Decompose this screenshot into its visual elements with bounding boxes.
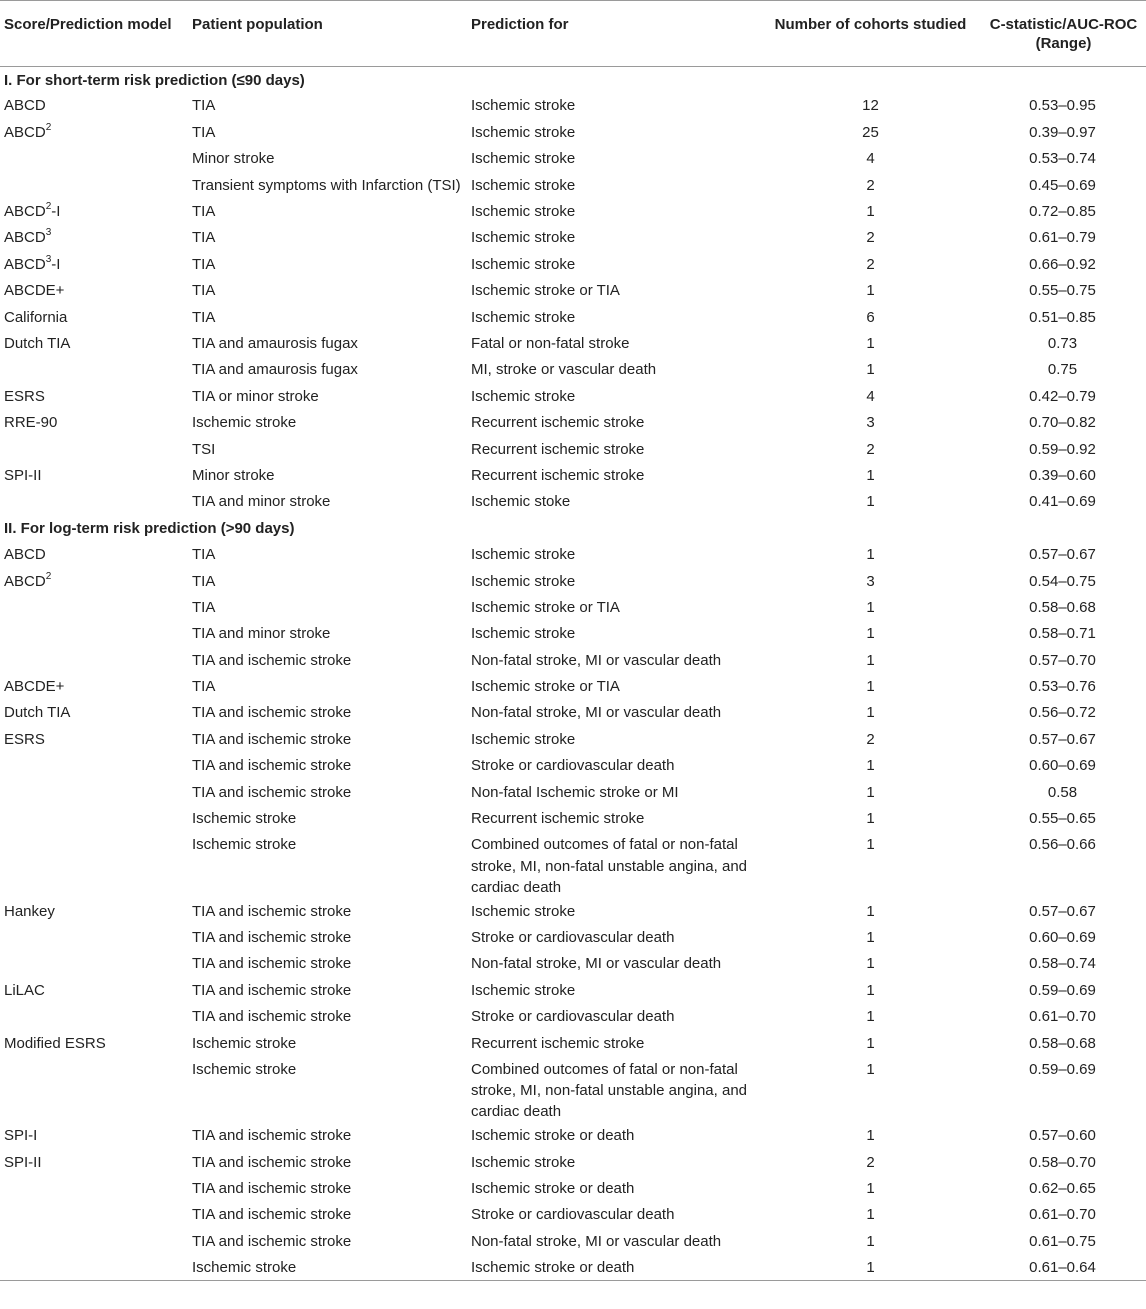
cell-cohorts: 1 bbox=[762, 1255, 979, 1281]
table-row bbox=[0, 1123, 1146, 1149]
cell-prediction: Non-fatal Ischemic stroke or MI bbox=[471, 783, 679, 801]
cell-auc: 0.57–0.67 bbox=[1029, 730, 1096, 748]
table-row bbox=[0, 700, 1146, 726]
cell-auc: 0.58–0.74 bbox=[1029, 955, 1096, 973]
cell-auc: 0.53–0.95 bbox=[1029, 97, 1096, 115]
cell-model bbox=[0, 119, 188, 145]
table-row bbox=[0, 568, 1146, 594]
table-row bbox=[0, 410, 1146, 436]
cell-cohorts: 1 bbox=[866, 757, 875, 775]
model-name: ABCD bbox=[4, 123, 46, 141]
cell-cohorts: 25 bbox=[862, 123, 879, 141]
cell-prediction: Ischemic stroke bbox=[471, 203, 576, 221]
cell-population: TIA bbox=[192, 203, 216, 221]
model-name: Dutch TIA bbox=[4, 704, 71, 722]
cell-model bbox=[0, 330, 188, 356]
cell-cohorts: 2 bbox=[866, 730, 875, 748]
table-row bbox=[0, 977, 1146, 1003]
cell-model bbox=[0, 726, 188, 752]
model-suffix: -I bbox=[51, 203, 61, 221]
cell-model bbox=[0, 489, 188, 515]
cell-prediction: Combined outcomes of fatal or non-fatal stroke, MI, non-fatal unstable angina, and cardiac death bbox=[471, 1060, 748, 1121]
cell-population: TIA and amaurosis fugax bbox=[192, 361, 358, 379]
cell-population: TIA and ischemic stroke bbox=[192, 1179, 352, 1197]
table-row bbox=[0, 146, 1146, 172]
cell-model bbox=[0, 1202, 188, 1228]
cell-auc: 0.54–0.75 bbox=[1029, 572, 1096, 590]
cell-prediction: Ischemic stroke bbox=[471, 176, 576, 194]
cell-cohorts: 1 bbox=[866, 1034, 875, 1052]
cell-model bbox=[0, 278, 188, 304]
cell-prediction: Non-fatal stroke, MI or vascular death bbox=[471, 651, 722, 669]
cell-population: Ischemic stroke bbox=[192, 414, 297, 432]
header-cstatistic-line1: C-statistic/AUC-ROC bbox=[989, 16, 1138, 33]
table-row bbox=[0, 489, 1146, 515]
cell-model bbox=[0, 462, 188, 488]
table-row bbox=[0, 119, 1146, 145]
cell-auc: 0.61–0.64 bbox=[979, 1255, 1146, 1281]
cell-prediction: Stroke or cardiovascular death bbox=[471, 757, 675, 775]
cell-cohorts: 1 bbox=[866, 625, 875, 643]
table-row bbox=[0, 647, 1146, 673]
cell-population: TIA and ischemic stroke bbox=[192, 1127, 352, 1145]
cell-model bbox=[0, 779, 188, 805]
cell-population: TIA and ischemic stroke bbox=[192, 981, 352, 999]
cell-auc: 0.60–0.69 bbox=[1029, 929, 1096, 947]
table-row bbox=[0, 278, 1146, 304]
cell-model bbox=[0, 898, 188, 924]
cell-auc: 0.56–0.66 bbox=[1029, 836, 1096, 854]
table-body bbox=[0, 67, 1146, 1281]
cell-model bbox=[0, 146, 188, 172]
cell-prediction: MI, stroke or vascular death bbox=[471, 361, 657, 379]
cell-model bbox=[0, 93, 188, 119]
cell-prediction: Ischemic stroke bbox=[471, 308, 576, 326]
table-row bbox=[0, 1202, 1146, 1228]
cell-model bbox=[0, 225, 188, 251]
cell-cohorts: 2 bbox=[866, 1153, 875, 1171]
cell-population: TIA and ischemic stroke bbox=[192, 929, 352, 947]
model-superscript: 3 bbox=[45, 227, 52, 239]
cell-model bbox=[0, 977, 188, 1003]
cell-cohorts: 1 bbox=[866, 836, 875, 854]
cell-model bbox=[0, 1123, 188, 1149]
cell-auc: 0.75 bbox=[1047, 361, 1078, 379]
table-row bbox=[0, 198, 1146, 224]
model-name: ABCDE+ bbox=[4, 678, 65, 696]
cell-model bbox=[0, 673, 188, 699]
table-row bbox=[0, 1149, 1146, 1175]
cell-prediction: Non-fatal stroke, MI or vascular death bbox=[471, 1232, 722, 1250]
cell-model bbox=[0, 542, 188, 568]
model-name: ABCDE+ bbox=[4, 282, 65, 300]
cell-model bbox=[0, 357, 188, 383]
cell-prediction: Ischemic stroke bbox=[471, 625, 576, 643]
model-name: ABCD bbox=[4, 255, 46, 273]
cell-prediction: Ischemic stroke or death bbox=[471, 1127, 635, 1145]
model-name: ABCD bbox=[4, 203, 46, 221]
cell-population: TIA and ischemic stroke bbox=[192, 1206, 352, 1224]
cell-model bbox=[0, 647, 188, 673]
model-superscript: 2 bbox=[45, 201, 52, 213]
cell-cohorts: 2 bbox=[866, 176, 875, 194]
cell-cohorts: 1 bbox=[866, 1232, 875, 1250]
cell-auc: 0.57–0.70 bbox=[1029, 651, 1096, 669]
cell-population: TIA and ischemic stroke bbox=[192, 955, 352, 973]
cell-auc: 0.58–0.68 bbox=[1029, 598, 1096, 616]
cell-prediction: Ischemic stroke or TIA bbox=[471, 282, 620, 300]
model-name: LiLAC bbox=[4, 981, 45, 999]
model-name: ABCD bbox=[4, 97, 46, 115]
section-title: I. For short-term risk prediction (≤90 days) bbox=[4, 71, 305, 89]
cell-population: TIA bbox=[192, 123, 216, 141]
cell-prediction: Ischemic stroke bbox=[471, 123, 576, 141]
cell-population: Ischemic stroke bbox=[192, 836, 297, 854]
table-row bbox=[0, 924, 1146, 950]
cell-prediction: Stroke or cardiovascular death bbox=[471, 929, 675, 947]
model-name: Dutch TIA bbox=[4, 335, 71, 352]
model-name: ESRS bbox=[4, 387, 45, 405]
cell-auc: 0.53–0.74 bbox=[1029, 150, 1096, 168]
cell-population: Ischemic stroke bbox=[188, 1255, 467, 1281]
cell-prediction: Recurrent ischemic stroke bbox=[471, 1034, 645, 1052]
cell-prediction: Ischemic stroke bbox=[471, 150, 576, 168]
cell-model bbox=[0, 172, 188, 198]
model-name: Hankey bbox=[4, 902, 55, 920]
table-row bbox=[0, 1056, 1146, 1122]
cell-cohorts: 1 bbox=[866, 282, 875, 300]
cell-cohorts: 1 bbox=[866, 546, 875, 564]
cell-auc: 0.73 bbox=[1047, 335, 1078, 352]
cell-auc: 0.53–0.76 bbox=[1029, 678, 1096, 696]
cell-population: TIA bbox=[192, 308, 216, 326]
cell-auc: 0.42–0.79 bbox=[1029, 387, 1096, 405]
table-row bbox=[0, 383, 1146, 409]
cell-cohorts: 1 bbox=[866, 1127, 875, 1145]
cell-prediction: Ischemic stroke bbox=[471, 730, 576, 748]
cell-population: TIA bbox=[192, 678, 216, 696]
cell-cohorts: 2 bbox=[866, 255, 875, 273]
cell-cohorts: 1 bbox=[866, 361, 875, 379]
cell-prediction: Recurrent ischemic stroke bbox=[471, 414, 645, 432]
cell-model bbox=[0, 594, 188, 620]
cell-model bbox=[0, 1175, 188, 1201]
table-row bbox=[0, 436, 1146, 462]
cell-population: Minor stroke bbox=[192, 150, 275, 168]
header-cstatistic bbox=[979, 1, 1146, 67]
cell-cohorts: 4 bbox=[866, 150, 875, 168]
cell-population: TIA bbox=[192, 546, 216, 564]
cell-population: TIA and ischemic stroke bbox=[192, 1153, 352, 1171]
cell-cohorts: 1 bbox=[866, 203, 875, 221]
cell-auc: 0.58–0.70 bbox=[1029, 1153, 1096, 1171]
cell-model bbox=[0, 410, 188, 436]
cell-auc: 0.45–0.69 bbox=[1029, 176, 1096, 194]
table-row bbox=[0, 357, 1146, 383]
cell-auc: 0.59–0.92 bbox=[1029, 440, 1096, 458]
table-row bbox=[0, 330, 1146, 356]
table-row bbox=[0, 594, 1146, 620]
cell-auc: 0.62–0.65 bbox=[1029, 1179, 1096, 1197]
cell-prediction: Ischemic stroke bbox=[471, 1153, 576, 1171]
table-row bbox=[0, 225, 1146, 251]
cell-population: TIA and ischemic stroke bbox=[192, 757, 352, 775]
cell-prediction: Ischemic stroke or death bbox=[467, 1255, 762, 1281]
cell-model bbox=[0, 832, 188, 898]
table-row bbox=[0, 621, 1146, 647]
cell-auc: 0.70–0.82 bbox=[1029, 414, 1096, 432]
model-name: ABCD bbox=[4, 572, 46, 590]
cell-cohorts: 4 bbox=[866, 387, 875, 405]
table-row bbox=[0, 172, 1146, 198]
cell-cohorts: 1 bbox=[866, 704, 875, 722]
model-name: Modified ESRS bbox=[4, 1034, 106, 1052]
header-row bbox=[0, 1, 1146, 67]
cell-population: Ischemic stroke bbox=[192, 810, 297, 828]
header-prediction: Prediction for bbox=[467, 1, 762, 67]
cell-auc: 0.61–0.70 bbox=[1029, 1008, 1096, 1026]
table-row bbox=[0, 779, 1146, 805]
cell-prediction: Recurrent ischemic stroke bbox=[471, 440, 645, 458]
cell-prediction: Fatal or non-fatal stroke bbox=[471, 335, 630, 352]
cell-prediction: Ischemic stoke bbox=[471, 493, 571, 511]
cell-prediction: Ischemic stroke bbox=[471, 387, 576, 405]
cell-auc: 0.57–0.67 bbox=[1029, 546, 1096, 564]
cell-cohorts: 1 bbox=[866, 955, 875, 973]
cell-auc: 0.41–0.69 bbox=[1029, 493, 1096, 511]
cell-population: TIA bbox=[192, 598, 216, 616]
table-row bbox=[0, 304, 1146, 330]
cell-prediction: Ischemic stroke bbox=[471, 255, 576, 273]
cell-auc: 0.56–0.72 bbox=[1029, 704, 1096, 722]
cell-population: Minor stroke bbox=[192, 466, 275, 484]
cell-cohorts: 1 bbox=[866, 929, 875, 947]
model-name: SPI-II bbox=[4, 1153, 42, 1171]
header-population: Patient population bbox=[188, 1, 467, 67]
cell-model bbox=[0, 251, 188, 277]
header-model: Score/Prediction model bbox=[0, 1, 188, 67]
cell-cohorts: 12 bbox=[862, 97, 879, 115]
model-superscript: 3 bbox=[45, 253, 52, 265]
cell-cohorts: 2 bbox=[866, 440, 875, 458]
cell-auc: 0.57–0.67 bbox=[1029, 902, 1096, 920]
cell-population: Transient symptoms with Infarction (TSI) bbox=[192, 176, 461, 194]
table-row bbox=[0, 1004, 1146, 1030]
cell-cohorts: 1 bbox=[866, 335, 875, 352]
cell-auc: 0.66–0.92 bbox=[1029, 255, 1096, 273]
cell-model bbox=[0, 1056, 188, 1122]
header-cstatistic-line2: (Range) bbox=[1035, 35, 1092, 52]
cell-prediction: Non-fatal stroke, MI or vascular death bbox=[471, 955, 722, 973]
cell-cohorts: 1 bbox=[866, 651, 875, 669]
cell-auc: 0.55–0.65 bbox=[1029, 810, 1096, 828]
cell-model bbox=[0, 568, 188, 594]
cell-prediction: Ischemic stroke bbox=[471, 97, 576, 115]
model-suffix: -I bbox=[51, 255, 61, 273]
cell-population: TIA bbox=[192, 255, 216, 273]
cell-population: TIA and ischemic stroke bbox=[192, 1008, 352, 1026]
cell-population: TSI bbox=[192, 440, 216, 458]
cell-cohorts: 1 bbox=[866, 810, 875, 828]
cell-auc: 0.51–0.85 bbox=[1029, 308, 1096, 326]
cell-cohorts: 3 bbox=[866, 414, 875, 432]
cell-model bbox=[0, 383, 188, 409]
cell-auc: 0.58–0.71 bbox=[1029, 625, 1096, 643]
table-row bbox=[0, 462, 1146, 488]
cell-cohorts: 1 bbox=[866, 981, 875, 999]
cell-population: TIA and minor stroke bbox=[192, 625, 331, 643]
cell-cohorts: 1 bbox=[866, 1060, 875, 1078]
cell-cohorts: 1 bbox=[866, 783, 875, 801]
cell-prediction: Ischemic stroke bbox=[471, 546, 576, 564]
table-row bbox=[0, 898, 1146, 924]
cell-auc: 0.55–0.75 bbox=[1029, 282, 1096, 300]
header-cohorts: Number of cohorts studied bbox=[762, 1, 979, 67]
cell-population: TIA bbox=[192, 572, 216, 590]
table-header bbox=[0, 1, 1146, 67]
model-name: SPI-II bbox=[4, 466, 42, 484]
model-name: SPI-I bbox=[4, 1127, 38, 1145]
table-row bbox=[0, 1030, 1146, 1056]
cell-population: TIA bbox=[192, 229, 216, 247]
cell-model bbox=[0, 198, 188, 224]
table-row bbox=[0, 251, 1146, 277]
cell-model bbox=[0, 924, 188, 950]
cell-auc: 0.61–0.79 bbox=[1029, 229, 1096, 247]
table-row bbox=[0, 726, 1146, 752]
model-name: RRE-90 bbox=[4, 414, 58, 432]
cell-auc: 0.61–0.70 bbox=[1029, 1206, 1096, 1224]
table-row bbox=[0, 673, 1146, 699]
cell-auc: 0.57–0.60 bbox=[1029, 1127, 1096, 1145]
cell-model bbox=[0, 436, 188, 462]
cell-prediction: Non-fatal stroke, MI or vascular death bbox=[471, 704, 722, 722]
cell-model bbox=[0, 1255, 188, 1281]
cell-cohorts: 1 bbox=[866, 466, 875, 484]
table-row bbox=[0, 93, 1146, 119]
cell-population: TIA bbox=[192, 97, 216, 115]
cell-auc: 0.39–0.97 bbox=[1029, 123, 1096, 141]
table-row bbox=[0, 832, 1146, 898]
cell-cohorts: 2 bbox=[866, 229, 875, 247]
table-row bbox=[0, 1228, 1146, 1254]
cell-prediction: Ischemic stroke or death bbox=[471, 1179, 635, 1197]
cell-prediction: Ischemic stroke or TIA bbox=[471, 598, 620, 616]
cell-prediction: Ischemic stroke bbox=[471, 902, 576, 920]
cell-model bbox=[0, 753, 188, 779]
cell-model bbox=[0, 1030, 188, 1056]
cell-auc: 0.60–0.69 bbox=[1029, 757, 1096, 775]
cell-model bbox=[0, 1149, 188, 1175]
cell-prediction: Stroke or cardiovascular death bbox=[471, 1008, 675, 1026]
section-title: II. For log-term risk prediction (>90 days) bbox=[4, 519, 295, 537]
cell-auc: 0.59–0.69 bbox=[1029, 1060, 1096, 1078]
cell-auc: 0.39–0.60 bbox=[1029, 466, 1096, 484]
cell-auc: 0.61–0.75 bbox=[1029, 1232, 1096, 1250]
cell-prediction: Stroke or cardiovascular death bbox=[471, 1206, 675, 1224]
cell-cohorts: 1 bbox=[866, 1206, 875, 1224]
cell-cohorts: 1 bbox=[866, 493, 875, 511]
model-name: California bbox=[4, 308, 68, 326]
cell-population: TIA and amaurosis fugax bbox=[192, 335, 358, 352]
cell-model bbox=[0, 1004, 188, 1030]
cell-population: Ischemic stroke bbox=[192, 1034, 297, 1052]
cell-population: TIA and ischemic stroke bbox=[192, 902, 352, 920]
table-row bbox=[0, 1255, 1146, 1281]
cell-prediction: Recurrent ischemic stroke bbox=[471, 466, 645, 484]
cell-auc: 0.58–0.68 bbox=[1029, 1034, 1096, 1052]
cell-model bbox=[0, 621, 188, 647]
cell-auc: 0.72–0.85 bbox=[1029, 203, 1096, 221]
cell-prediction: Ischemic stroke bbox=[471, 981, 576, 999]
cell-cohorts: 1 bbox=[866, 902, 875, 920]
table-row bbox=[0, 805, 1146, 831]
cell-prediction: Ischemic stroke bbox=[471, 572, 576, 590]
table-row bbox=[0, 951, 1146, 977]
section-row bbox=[0, 67, 1146, 93]
cell-auc: 0.59–0.69 bbox=[1029, 981, 1096, 999]
cell-cohorts: 3 bbox=[866, 572, 875, 590]
cell-population: TIA and minor stroke bbox=[192, 493, 331, 511]
cell-cohorts: 6 bbox=[866, 308, 875, 326]
cell-population: TIA and ischemic stroke bbox=[192, 1232, 352, 1250]
model-superscript: 2 bbox=[45, 121, 52, 133]
cell-population: TIA or minor stroke bbox=[192, 387, 319, 405]
model-name: ESRS bbox=[4, 730, 45, 748]
cell-population: TIA bbox=[192, 282, 216, 300]
cell-cohorts: 1 bbox=[866, 678, 875, 696]
cell-prediction: Ischemic stroke bbox=[471, 229, 576, 247]
model-superscript: 2 bbox=[45, 570, 52, 582]
cell-population: TIA and ischemic stroke bbox=[192, 651, 352, 669]
cell-auc: 0.58 bbox=[1047, 783, 1078, 801]
cell-model bbox=[0, 951, 188, 977]
cell-population: TIA and ischemic stroke bbox=[192, 783, 352, 801]
cell-population: TIA and ischemic stroke bbox=[192, 704, 352, 722]
table-row bbox=[0, 542, 1146, 568]
cell-prediction: Combined outcomes of fatal or non-fatal stroke, MI, non-fatal unstable angina, and cardiac death bbox=[471, 836, 748, 896]
cell-prediction: Ischemic stroke or TIA bbox=[471, 678, 620, 696]
table-row bbox=[0, 753, 1146, 779]
cell-cohorts: 1 bbox=[866, 1008, 875, 1026]
section-row bbox=[0, 515, 1146, 541]
cell-model bbox=[0, 304, 188, 330]
model-name: ABCD bbox=[4, 229, 46, 247]
table-row bbox=[0, 1175, 1146, 1201]
cell-cohorts: 1 bbox=[866, 598, 875, 616]
cell-prediction: Recurrent ischemic stroke bbox=[471, 810, 645, 828]
model-name: ABCD bbox=[4, 546, 46, 564]
cell-population: Ischemic stroke bbox=[192, 1060, 297, 1078]
cell-model bbox=[0, 700, 188, 726]
cell-model bbox=[0, 1228, 188, 1254]
cell-population: TIA and ischemic stroke bbox=[192, 730, 352, 748]
cell-cohorts: 1 bbox=[866, 1179, 875, 1197]
cell-model bbox=[0, 805, 188, 831]
